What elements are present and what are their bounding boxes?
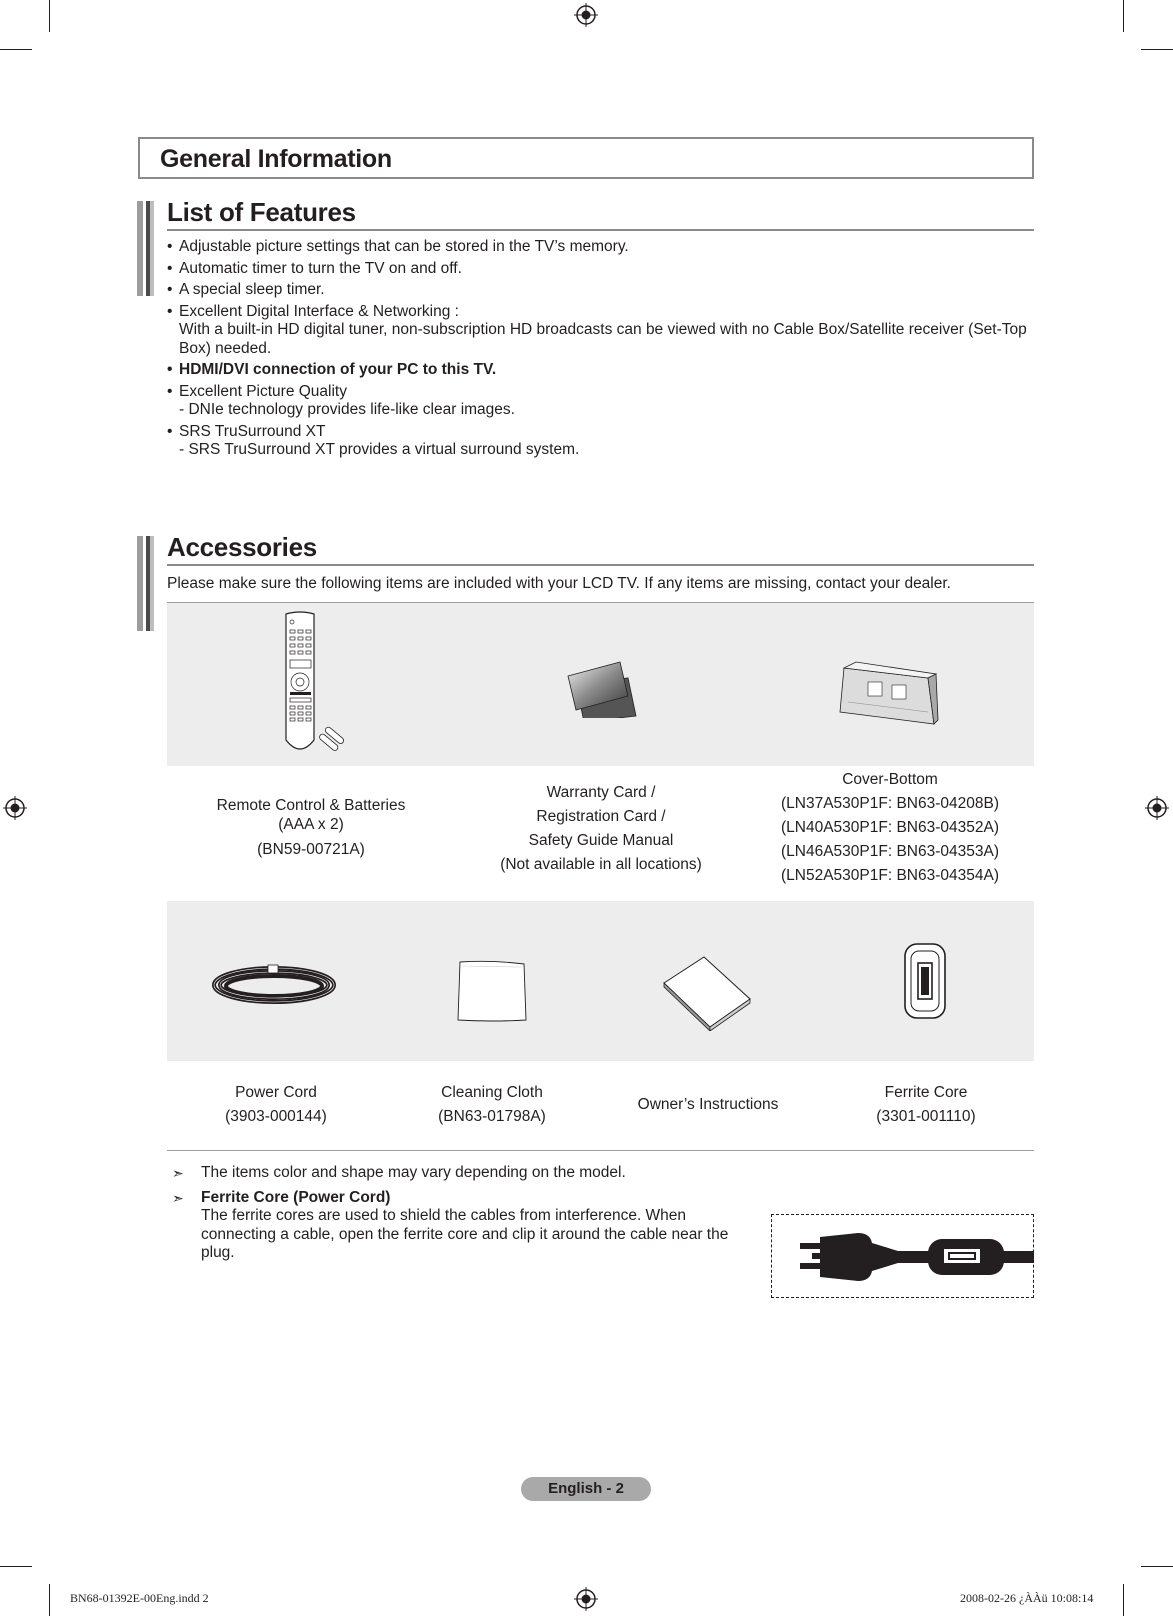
- page-title: General Information: [160, 145, 392, 173]
- note-title: Ferrite Core (Power Cord): [201, 1188, 391, 1206]
- caption-line: (BN59-00721A): [257, 841, 365, 858]
- page-number-badge: English - 2: [521, 1477, 651, 1501]
- accessory-caption: [470, 781, 732, 877]
- section-marker-bar: [137, 201, 154, 296]
- plug-with-ferrite-icon: [798, 1229, 1034, 1285]
- caption-line: (LN37A530P1F: BN63-04208B): [781, 795, 999, 812]
- section-marker-bar: [137, 536, 154, 631]
- caption-line: (LN52A530P1F: BN63-04354A): [781, 867, 999, 884]
- accessory-caption: [176, 1081, 376, 1129]
- crop-mark: [49, 1584, 50, 1616]
- registration-mark-icon: [3, 796, 27, 820]
- feature-text: HDMI/DVI connection of your PC to this TV.: [179, 361, 497, 378]
- divider: [167, 1150, 1034, 1151]
- accessory-caption: [392, 1081, 592, 1129]
- caption-line: (LN40A530P1F: BN63-04352A): [781, 819, 999, 836]
- feature-text: Adjustable picture settings that can be stored in the TV’s memory.: [179, 238, 629, 255]
- caption-line: Registration Card /: [536, 808, 666, 825]
- accessory-caption: [756, 768, 1024, 888]
- crop-mark: [0, 49, 32, 50]
- divider: [167, 564, 1034, 566]
- list-item: [167, 238, 1027, 257]
- caption-line: Ferrite Core: [884, 1084, 968, 1101]
- divider: [167, 229, 1034, 231]
- caption-line: Warranty Card /: [546, 784, 656, 801]
- accessories-intro: Please make sure the following items are included with your LCD TV. If any items are missing, contact your dealer.: [167, 575, 951, 592]
- caption-line: (LN46A530P1F: BN63-04353A): [781, 843, 999, 860]
- list-item: [167, 281, 1027, 300]
- crop-mark: [1123, 0, 1124, 32]
- feature-text: Excellent Digital Interface & Networking :: [179, 302, 459, 320]
- registration-mark-icon: [1145, 796, 1169, 820]
- caption-line: (AAA x 2): [278, 816, 344, 833]
- section-header-box: [138, 137, 1034, 179]
- feature-text: SRS TruSurround XT: [179, 422, 326, 440]
- list-item: [167, 383, 1027, 420]
- note-arrow-icon: ➣: [172, 1189, 184, 1206]
- caption-line: Cleaning Cloth: [441, 1084, 543, 1101]
- crop-mark: [1141, 1566, 1173, 1567]
- accessory-caption: [176, 796, 446, 859]
- caption-line: Power Cord: [235, 1084, 317, 1101]
- feature-text: Excellent Picture Quality: [179, 382, 347, 400]
- warranty-card-icon: [562, 658, 642, 718]
- caption-line: Cover-Bottom: [842, 771, 938, 788]
- caption-line: Remote Control & Batteries: [216, 797, 406, 814]
- list-item: [167, 260, 1027, 279]
- caption-line: (3301-001110): [876, 1108, 976, 1125]
- list-item: [167, 303, 1027, 359]
- feature-subtext: - DNIe technology provides life-like clear images.: [179, 401, 515, 418]
- features-heading: List of Features: [167, 197, 356, 227]
- note-item: [172, 1164, 732, 1183]
- notes: [172, 1164, 732, 1269]
- caption-line: (BN63-01798A): [438, 1108, 546, 1125]
- caption-line: Safety Guide Manual: [528, 832, 674, 849]
- feature-text: Automatic timer to turn the TV on and off.: [179, 259, 462, 277]
- accessory-caption: [608, 1093, 808, 1117]
- list-item: [167, 423, 1027, 460]
- feature-subtext: - SRS TruSurround XT provides a virtual surround system.: [179, 441, 580, 458]
- crop-mark: [0, 1566, 32, 1567]
- note-text: The items color and shape may vary depending on the model.: [201, 1164, 626, 1181]
- slug-timestamp: 2008-02-26 ¿ÀÀü 10:08:14: [960, 1591, 1094, 1605]
- owners-instructions-icon: [660, 955, 754, 1031]
- crop-mark: [1141, 49, 1173, 50]
- cover-bottom-icon: [836, 658, 940, 728]
- feature-subtext: With a built-in HD digital tuner, non-subscription HD broadcasts can be viewed with no Cable Box/Satellite receiver (Set-Top Box) needed.: [179, 321, 1027, 357]
- remote-control-icon: [280, 608, 362, 758]
- list-item: [167, 361, 1027, 380]
- ferrite-illustration-frame: [771, 1214, 1034, 1298]
- ferrite-core-icon: [902, 941, 948, 1021]
- registration-mark-icon: [574, 1587, 598, 1611]
- note-item: [172, 1189, 732, 1263]
- accessory-caption: [826, 1081, 1026, 1129]
- caption-line: Owner’s Instructions: [637, 1096, 779, 1113]
- cleaning-cloth-icon: [456, 958, 528, 1024]
- feature-text: A special sleep timer.: [179, 281, 325, 298]
- caption-line: (3903-000144): [225, 1108, 327, 1125]
- crop-mark: [1123, 1584, 1124, 1616]
- crop-mark: [49, 0, 50, 32]
- slug-filename: BN68-01392E-00Eng.indd 2: [70, 1591, 209, 1605]
- note-text: The ferrite cores are used to shield the cables from interference. When connecting a cable, open the ferrite core and clip it around the cable near the plug.: [201, 1207, 729, 1261]
- caption-line: (Not available in all locations): [500, 856, 702, 873]
- registration-mark-icon: [574, 3, 598, 27]
- accessories-heading: Accessories: [167, 532, 317, 562]
- features-list: [167, 238, 1027, 463]
- power-cord-icon: [208, 960, 340, 1010]
- note-arrow-icon: ➣: [172, 1165, 184, 1181]
